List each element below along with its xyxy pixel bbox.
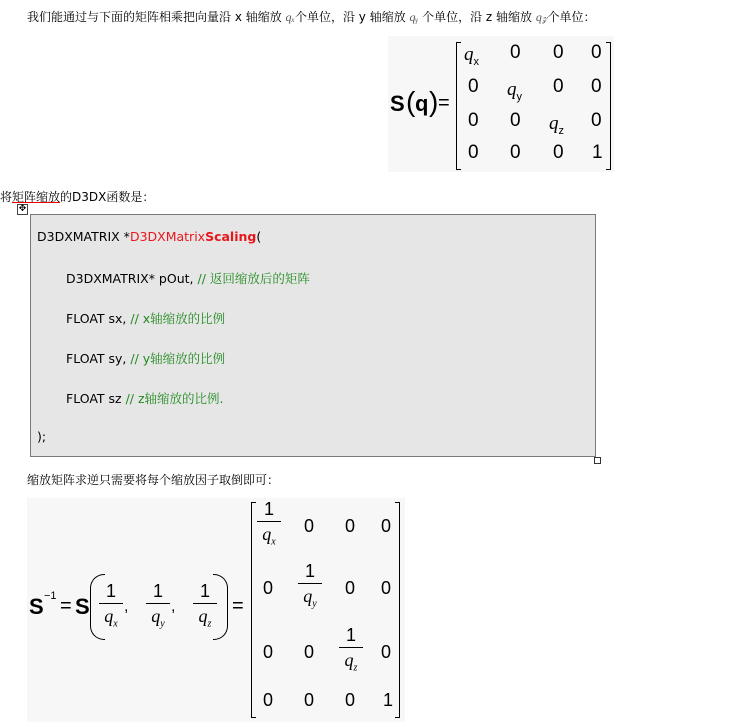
- equals-sign: =: [438, 92, 450, 114]
- m33: $q_z$: [549, 113, 564, 137]
- inv-comma-2: ,: [171, 598, 176, 615]
- m43: 0: [553, 142, 564, 163]
- intro-text-d: 个单位：: [547, 10, 596, 24]
- matrix-bracket-left: [456, 42, 461, 170]
- func-intro-suffix: 的D3DX函数是：: [60, 190, 155, 204]
- m34: 0: [591, 110, 602, 131]
- m31: 0: [468, 110, 479, 131]
- inv-m21: 0: [263, 578, 274, 598]
- inv-m23: 0: [345, 578, 356, 598]
- m12: 0: [510, 42, 521, 63]
- m11: $q_x$: [464, 44, 479, 68]
- code-block: [30, 214, 596, 457]
- inv-m14: 0: [381, 516, 392, 536]
- inv-m22: 1 $q_y$: [298, 560, 322, 616]
- qz-inline: q𝓏: [535, 10, 548, 24]
- inv-equals-1: =: [60, 595, 72, 617]
- inv-arg-frac-y: 1 $q_y$: [146, 580, 170, 636]
- inverse-matrix-equation: [27, 498, 405, 722]
- qy-inline: qᵧ: [409, 10, 419, 24]
- inv-m41: 0: [263, 690, 274, 710]
- inv-equals-2: =: [232, 595, 244, 617]
- paren-close: ): [429, 86, 439, 117]
- inv-S-label: S: [29, 594, 44, 619]
- inv-m42: 0: [304, 690, 315, 710]
- table-move-handle-icon[interactable]: ✥: [18, 204, 27, 214]
- code-line-4: FLOAT sy, // y轴缩放的比例: [66, 351, 226, 366]
- qx-inline: qₓ: [285, 10, 295, 24]
- inv-m11: 1 $q_x$: [257, 498, 281, 554]
- m13: 0: [553, 42, 564, 63]
- inv-bracket-left: [251, 502, 256, 718]
- inv-m12: 0: [304, 516, 315, 536]
- m23: 0: [553, 76, 564, 97]
- m42: 0: [510, 142, 521, 163]
- inv-m34: 0: [381, 642, 392, 662]
- code-line-3: FLOAT sx, // x轴缩放的比例: [66, 311, 226, 326]
- matrix-q-label: q: [415, 91, 429, 116]
- table-resize-handle[interactable]: [594, 457, 601, 464]
- inv-comma-1: ,: [124, 598, 129, 615]
- paren-open: (: [406, 86, 416, 117]
- inv-arg-frac-z: 1 $q_z$: [193, 580, 217, 636]
- m14: 0: [591, 42, 602, 63]
- inv-m43: 0: [345, 690, 356, 710]
- inv-m31: 0: [263, 642, 274, 662]
- inverse-intro: 缩放矩阵求逆只需要将每个缩放因子取倒即可：: [27, 473, 280, 487]
- inv-m24: 0: [381, 578, 392, 598]
- func-intro-underlined: 矩阵缩放: [12, 190, 61, 204]
- intro-text-b: 个单位，沿 y 轴缩放: [294, 10, 410, 24]
- m41: 0: [468, 142, 479, 163]
- func-intro-prefix: 将: [0, 190, 13, 204]
- inv-S2-label: S: [75, 594, 90, 619]
- m22: $q_y$: [507, 79, 522, 103]
- inv-m44: 1: [383, 690, 394, 710]
- inv-m33: 1 $q_z$: [339, 624, 363, 680]
- inv-arg-frac-x: 1 $q_x$: [99, 580, 123, 636]
- matrix-S-label: S: [390, 91, 405, 116]
- m21: 0: [468, 76, 479, 97]
- inv-superscript: −1: [44, 590, 57, 602]
- code-line-6: );: [37, 429, 47, 444]
- inv-m13: 0: [345, 516, 356, 536]
- code-line-1: D3DXMATRIX *D3DXMatrixScaling(: [37, 229, 262, 244]
- m24: 0: [591, 76, 602, 97]
- function-intro: [0, 188, 154, 205]
- scaling-matrix-equation: [388, 36, 614, 172]
- code-line-2: D3DXMATRIX* pOut, // 返回缩放后的矩阵: [66, 271, 310, 286]
- m44: 1: [592, 142, 603, 163]
- matrix-bracket-right: [606, 42, 611, 170]
- m32: 0: [510, 110, 521, 131]
- code-line-5: FLOAT sz // z轴缩放的比例.: [66, 391, 224, 406]
- inv-bracket-right: [395, 502, 400, 718]
- inv-m32: 0: [304, 642, 315, 662]
- intro-text-c: 个单位，沿 z 轴缩放: [418, 10, 536, 24]
- intro-paragraph: [27, 8, 595, 25]
- intro-text-a: 我们能通过与下面的矩阵相乘把向量沿 x 轴缩放: [27, 10, 286, 24]
